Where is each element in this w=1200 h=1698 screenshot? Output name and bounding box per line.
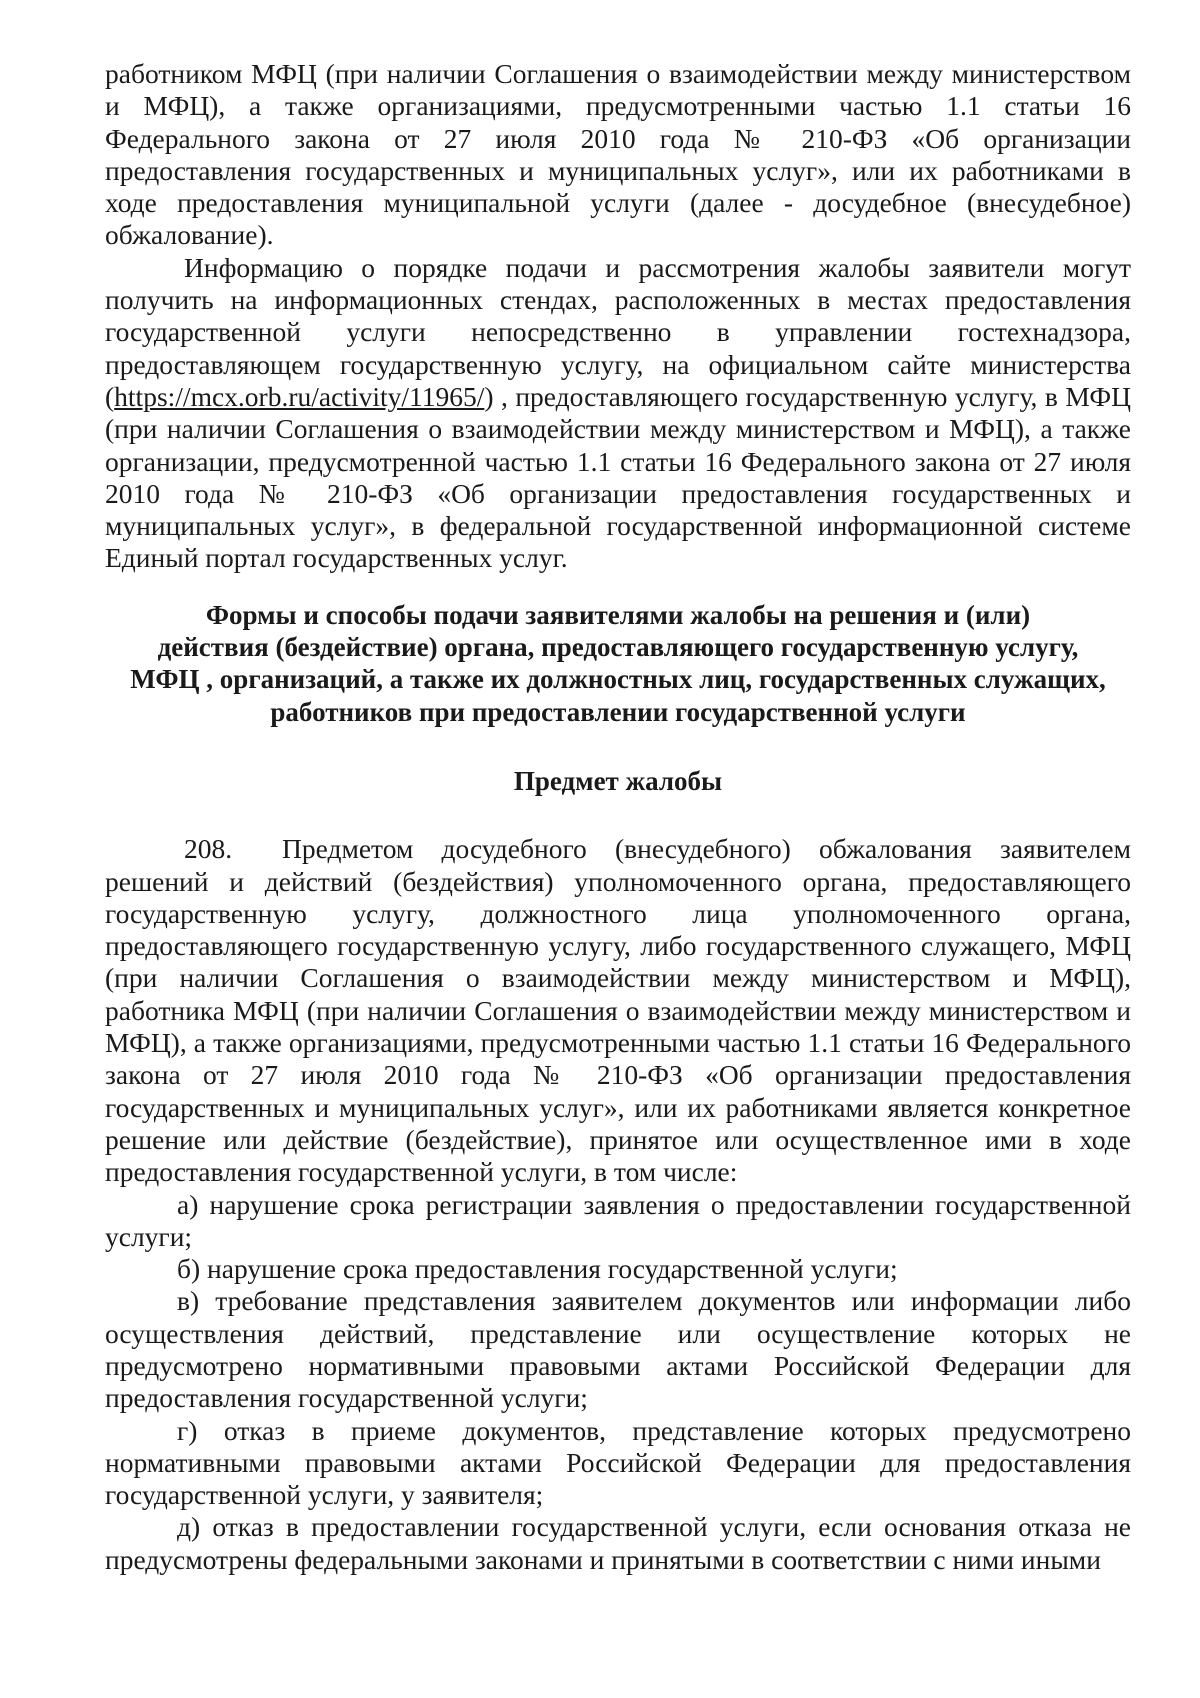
sub-item-a: а) нарушение срока регистрации заявления о предоставлении государственной услуги; <box>105 1188 1131 1252</box>
sub-item-b: б) нарушение срока предоставления государственной услуги; <box>177 1253 898 1285</box>
item-number: 208. <box>184 833 233 865</box>
ministry-website-link[interactable]: https://mcx.orb.ru/activity/11965/ <box>114 380 485 412</box>
document-page <box>105 58 1131 1576</box>
paragraph-appeal-continuation: работником МФЦ (при наличии Соглашения о взаимодействии между министерством и МФЦ), а также организациями, предусмотренными частью 1.1 статьи 16 Федерального закона от 27 июля 2010 года № 210-ФЗ «Об организации предоставления государственных и муниципальных услуг», или их работниками в ходе предоставления муниципальной услуги (далее - досудебное (внесудебное) обжалование). <box>105 58 1131 251</box>
section-heading-line: работников при предоставлении государственной услуги <box>270 696 966 727</box>
info-text-before: Информацию о порядке подачи и рассмотрения жалобы заявители могут получить на информационных стендах, расположенных в местах предоставления государственной услуги непосредственно в управлении гостехнадзора, предоставляющем государственную услугу, на официальном сайте министерства ( <box>105 251 1131 412</box>
section-heading-line: Формы и способы подачи заявителями жалобы на решения и (или) <box>205 599 1031 630</box>
sub-item-d: д) отказ в предоставлении государственной услуги, если основания отказа не предусмотрены федеральными законами и принятыми в соответствии с ними иными <box>105 1511 1131 1575</box>
sub-item-v: в) требование представления заявителем документов или информации либо осуществления действий, представление или осуществление которых не предусмотрено нормативными правовыми актами Российской Федерации для предоставления государственной услуги; <box>105 1285 1131 1414</box>
section-heading <box>105 599 1131 728</box>
paragraph-item-208 <box>105 833 1131 1188</box>
subject-heading: Предмет жалобы <box>513 765 723 796</box>
item-text: Предметом досудебного (внесудебного) обжалования заявителем решений и действий (бездействия) уполномоченного органа, предоставляющего государственную услугу, должностного лица уполномоченного органа, предоставляющего государственную услугу, либо государственного служащего, МФЦ (при наличии Соглашения о взаимодействии между министерством и МФЦ), работника МФЦ (при наличии Соглашения о взаимодействии между министерством и МФЦ), а также организациями, предусмотренными частью 1.1 статьи 16 Федерального закона от 27 июля 2010 года № 210-ФЗ «Об организации предоставления государственных и муниципальных услуг», или их работниками является конкретное решение или действие (бездействие), принятое или осуществленное ими в ходе предоставления государственной услуги, в том числе: <box>105 833 1131 1188</box>
paragraph-appeal-information <box>105 252 1131 575</box>
section-heading-line: действия (бездействие) органа, предоставляющего государственную услугу, <box>157 632 1079 663</box>
section-heading-line: МФЦ , организаций, а также их должностных лиц, государственных служащих, <box>130 664 1106 695</box>
sub-item-g: г) отказ в приеме документов, представление которых предусмотрено нормативными правовыми актами Российской Федерации для предоставления государственной услуги, у заявителя; <box>105 1414 1131 1511</box>
info-text-after: ) , предоставляющего государственную услугу, в МФЦ (при наличии Соглашения о взаимодействии между министерством и МФЦ), а также организации, предусмотренной частью 1.1 статьи 16 Федерального закона от 27 июля 2010 года № 210-ФЗ «Об организации предоставления государственных и муниципальных услуг», в федеральной государственной информационной системе Единый портал государственных услуг. <box>105 380 1131 574</box>
